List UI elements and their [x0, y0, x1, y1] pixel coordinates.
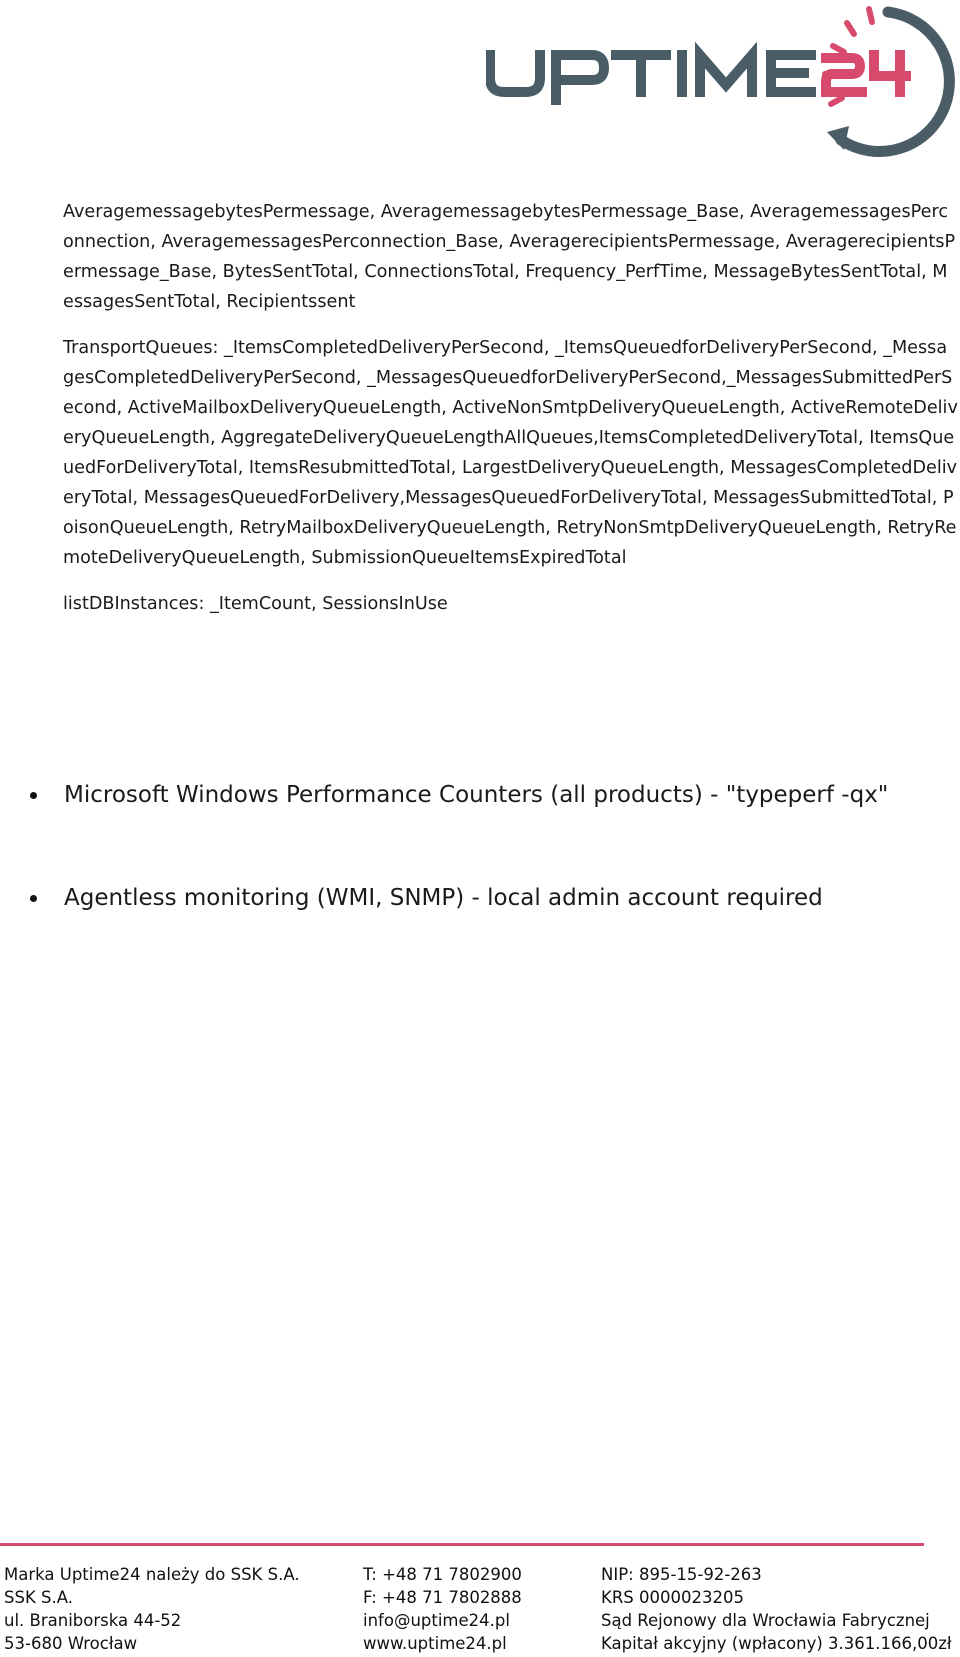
list-item-text: Microsoft Windows Performance Counters (all products) - "typeperf -qx"	[64, 782, 889, 808]
document-body	[63, 197, 958, 619]
footer-website-link[interactable]: www.uptime24.pl	[363, 1634, 507, 1653]
footer-email-link[interactable]: info@uptime24.pl	[363, 1611, 510, 1630]
footer-line: SSK S.A.	[4, 1588, 73, 1607]
footer-line: KRS 0000023205	[601, 1588, 744, 1607]
footer-line: Sąd Rejonowy dla Wrocławia Fabrycznej	[601, 1611, 930, 1630]
bullet-dot-icon	[30, 895, 37, 902]
footer-registry-column	[601, 1563, 952, 1655]
uptime24-logo	[486, 0, 960, 165]
footer-phone: T: +48 71 7802900	[363, 1565, 522, 1584]
footer-contact-column	[363, 1563, 522, 1655]
footer-company-column	[4, 1563, 300, 1655]
footer-divider	[0, 1543, 924, 1546]
footer-line: NIP: 895-15-92-263	[601, 1565, 762, 1584]
counters-paragraph: AveragemessagebytesPermessage, AveragemessagebytesPermessage_Base, AveragemessagesPerconnection, AveragemessagesPerconnection_Base, AveragerecipientsPermessage, AveragerecipientsPermessage_Base, BytesSentTotal, ConnectionsTotal, Frequency_PerfTime, MessageBytesSentTotal, MessagesSentTotal, Recipientssent	[63, 202, 956, 312]
bullet-dot-icon	[30, 792, 37, 799]
list-item-text: Agentless monitoring (WMI, SNMP) - local admin account required	[64, 885, 823, 911]
transport-queues-paragraph: TransportQueues: _ItemsCompletedDeliveryPerSecond, _ItemsQueuedforDeliveryPerSecond, _MessagesCompletedDeliveryPerSecond, _MessagesQueuedforDeliveryPerSecond,_MessagesSubmittedPerSecond, ActiveMailboxDeliveryQueueLength, ActiveNonSmtpDeliveryQueueLength, ActiveRemoteDeliveryQueueLength, AggregateDeliveryQueueLengthAllQueues,ItemsCompletedDeliveryTotal, ItemsQueuedForDeliveryTotal, ItemsResubmittedTotal, LargestDeliveryQueueLength, MessagesCompletedDeliveryTotal, MessagesQueuedForDelivery,MessagesQueuedForDeliveryTotal, MessagesSubmittedTotal, PoisonQueueLength, RetryMailboxDeliveryQueueLength, RetryNonSmtpDeliveryQueueLength, RetryRemoteDeliveryQueueLength, SubmissionQueueItemsExpiredTotal	[63, 338, 958, 568]
footer-fax: F: +48 71 7802888	[363, 1588, 522, 1607]
footer-line: Kapitał akcyjny (wpłacony) 3.361.166,00zł	[601, 1634, 952, 1653]
footer-line: 53-680 Wrocław	[4, 1634, 138, 1653]
footer-line: Marka Uptime24 należy do SSK S.A.	[4, 1565, 300, 1584]
footer-line: ul. Braniborska 44-52	[4, 1611, 182, 1630]
uptime24-logo-graphic	[486, 0, 960, 165]
listdbinstances-paragraph: listDBInstances: _ItemCount, SessionsInUse	[63, 594, 448, 614]
